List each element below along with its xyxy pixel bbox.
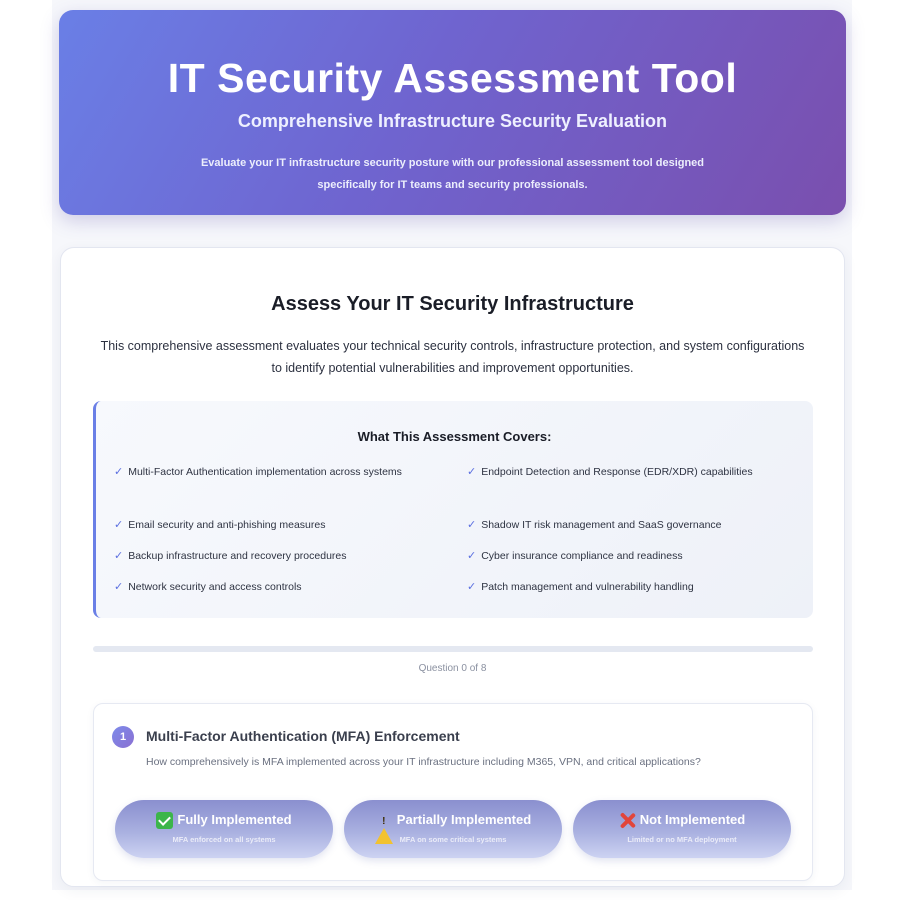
option-fully-implemented-button[interactable] [115, 800, 333, 858]
coverage-title: What This Assessment Covers: [357, 429, 552, 444]
option-description: MFA enforced on all systems [172, 835, 276, 844]
coverage-item [467, 462, 787, 482]
warning-icon: ! [375, 812, 393, 828]
checkmark-icon: ✓ [467, 550, 477, 562]
checkmark-icon: ✓ [114, 466, 124, 478]
coverage-item-label: Network security and access controls [128, 581, 302, 593]
option-label: Partially Implemented [396, 812, 532, 827]
check-mark-icon [156, 812, 173, 829]
coverage-item [114, 515, 434, 535]
option-description: Limited or no MFA deployment [627, 835, 737, 844]
page-subtitle: Comprehensive Infrastructure Security Evaluation [237, 111, 668, 131]
page-title: IT Security Assessment Tool [167, 55, 738, 101]
coverage-item [114, 546, 434, 566]
question-text: How comprehensively is MFA implemented across your IT infrastructure including M365, VPN, and critical applications? [146, 756, 701, 768]
assessment-title: Assess Your IT Security Infrastructure [271, 293, 634, 315]
checkmark-icon: ✓ [114, 550, 124, 562]
option-description: MFA on some critical systems [399, 835, 507, 844]
hero-description: Evaluate your IT infrastructure security posture with our professional assessment tool designed specifically for IT teams and security professionals. [200, 157, 705, 191]
coverage-item [467, 577, 787, 597]
coverage-item [114, 577, 434, 597]
checkmark-icon: ✓ [467, 466, 477, 478]
checkmark-icon: ✓ [114, 581, 124, 593]
checkmark-icon: ✓ [114, 519, 124, 531]
assessment-card [60, 247, 845, 887]
option-label: Fully Implemented [177, 812, 292, 827]
coverage-item [467, 515, 787, 535]
assessment-description: This comprehensive assessment evaluates your technical security controls, infrastructure protection, and system configurations to identify potential vulnerabilities and improvement opportunities. [100, 339, 805, 375]
coverage-item-label: Patch management and vulnerability handling [481, 581, 694, 593]
progress-bar [93, 646, 813, 652]
checkmark-icon: ✓ [467, 519, 477, 531]
coverage-item [467, 546, 787, 566]
coverage-item-label: Multi-Factor Authentication implementation across systems [128, 466, 402, 478]
coverage-item-label: Endpoint Detection and Response (EDR/XDR) capabilities [481, 466, 753, 478]
coverage-item-label: Cyber insurance compliance and readiness [481, 550, 683, 562]
question-number-badge: 1 [112, 726, 134, 748]
question-card [93, 703, 813, 881]
option-label: Not Implemented [639, 812, 746, 827]
checkmark-icon: ✓ [467, 581, 477, 593]
coverage-box [93, 401, 813, 618]
option-not-implemented-button[interactable] [573, 800, 791, 858]
question-title: Multi-Factor Authentication (MFA) Enforcement [146, 728, 460, 744]
coverage-item-label: Email security and anti-phishing measures [128, 519, 326, 531]
progress-label: Question 0 of 8 [418, 663, 487, 674]
cross-mark-icon [619, 812, 636, 829]
option-partially-implemented-button[interactable] [344, 800, 562, 858]
coverage-item-label: Backup infrastructure and recovery procedures [128, 550, 347, 562]
coverage-item-label: Shadow IT risk management and SaaS governance [481, 519, 722, 531]
coverage-item [114, 462, 434, 482]
hero-banner [59, 10, 846, 215]
